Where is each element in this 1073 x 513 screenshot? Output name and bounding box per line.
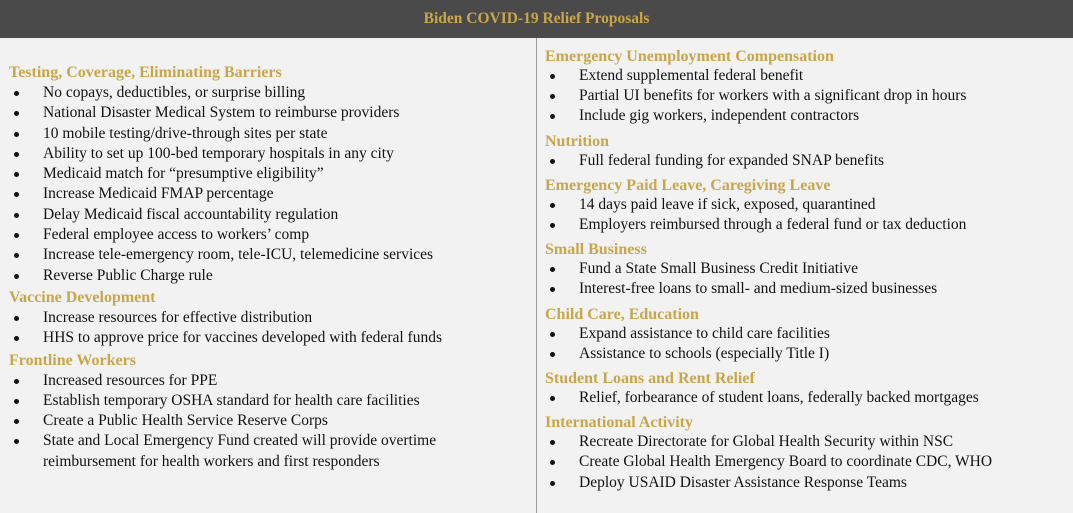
list-item: Partial UI benefits for workers with a significant drop in hours	[545, 86, 1065, 106]
header-bar	[0, 0, 1073, 38]
bullet-icon	[550, 223, 555, 228]
bullet-icon	[14, 111, 19, 116]
bullet-icon	[14, 274, 19, 279]
list-item: State and Local Emergency Fund created will provide overtime	[9, 431, 529, 451]
bullet-icon	[14, 379, 19, 384]
section-title-unemployment: Emergency Unemployment Compensation	[545, 48, 834, 65]
bullet-icon	[14, 419, 19, 424]
unemployment-list	[545, 66, 1065, 127]
bullet-icon	[14, 399, 19, 404]
bullet-icon	[550, 440, 555, 445]
page-title: Biden COVID-19 Relief Proposals	[423, 10, 650, 27]
list-item: Employers reimbursed through a federal fund or tax deduction	[545, 215, 1065, 235]
bullet-icon	[550, 74, 555, 79]
bullet-icon	[14, 233, 19, 238]
list-item: Create a Public Health Service Reserve Corps	[9, 411, 529, 431]
list-item: Ability to set up 100-bed temporary hospitals in any city	[9, 144, 529, 164]
bullet-icon	[550, 94, 555, 99]
bullet-icon	[550, 159, 555, 164]
bullet-icon	[550, 203, 555, 208]
section-title-small-business: Small Business	[545, 241, 647, 259]
list-item: Expand assistance to child care facilities	[545, 324, 1065, 344]
list-item: Assistance to schools (especially Title I)	[545, 344, 1065, 364]
bullet-icon	[550, 352, 555, 357]
column-divider	[536, 38, 537, 513]
list-item: Increase Medicaid FMAP percentage	[9, 184, 529, 204]
bullet-icon	[550, 114, 555, 119]
bullet-icon	[550, 267, 555, 272]
list-item: 14 days paid leave if sick, exposed, quarantined	[545, 195, 1065, 215]
child-care-list	[545, 324, 1065, 364]
small-business-list	[545, 259, 1065, 299]
bullet-icon	[14, 336, 19, 341]
list-item: Recreate Directorate for Global Health Security within NSC	[545, 432, 1065, 452]
right-column	[545, 47, 1065, 493]
list-item: Increased resources for PPE	[9, 371, 529, 391]
list-item: Extend supplemental federal benefit	[545, 66, 1065, 86]
list-item: Delay Medicaid fiscal accountability regulation	[9, 205, 529, 225]
bullet-icon	[14, 316, 19, 321]
list-item: Fund a State Small Business Credit Initiative	[545, 259, 1065, 279]
bullet-icon	[14, 192, 19, 197]
bullet-icon	[550, 396, 555, 401]
bullet-icon	[14, 213, 19, 218]
bullet-icon	[550, 332, 555, 337]
section-title-testing: Testing, Coverage, Eliminating Barriers	[9, 64, 282, 81]
bullet-icon	[14, 132, 19, 137]
list-item: Establish temporary OSHA standard for health care facilities	[9, 391, 529, 411]
section-title-vaccine: Vaccine Development	[9, 288, 156, 306]
section-title-nutrition: Nutrition	[545, 132, 609, 150]
list-item: Full federal funding for expanded SNAP benefits	[545, 151, 1065, 171]
list-item: Interest-free loans to small- and medium-sized businesses	[545, 279, 1065, 299]
section-title-child-care: Child Care, Education	[545, 305, 699, 323]
vaccine-list	[9, 308, 529, 349]
list-item: Create Global Health Emergency Board to coordinate CDC, WHO	[545, 452, 1065, 472]
left-column	[9, 63, 529, 472]
bullet-icon	[14, 439, 19, 444]
student-loans-list	[545, 388, 1065, 408]
frontline-list	[9, 371, 529, 472]
list-item: No copays, deductibles, or surprise billing	[9, 83, 529, 103]
bullet-icon	[550, 460, 555, 465]
nutrition-list	[545, 151, 1065, 171]
list-item: Federal employee access to workers’ comp	[9, 225, 529, 245]
list-item-continuation: reimbursement for health workers and first responders	[43, 452, 380, 470]
section-title-frontline: Frontline Workers	[9, 351, 136, 369]
section-title-student-loans: Student Loans and Rent Relief	[545, 370, 755, 388]
international-list	[545, 432, 1065, 493]
list-item: Deploy USAID Disaster Assistance Response Teams	[545, 473, 1065, 493]
bullet-icon	[14, 253, 19, 258]
paid-leave-list	[545, 195, 1065, 235]
section-title-paid-leave: Emergency Paid Leave, Caregiving Leave	[545, 176, 831, 194]
list-item: 10 mobile testing/drive-through sites per state	[9, 124, 529, 144]
section-title-international: International Activity	[545, 414, 693, 432]
list-item: Increase tele-emergency room, tele-ICU, telemedicine services	[9, 245, 529, 265]
list-item: Reverse Public Charge rule	[9, 266, 529, 286]
list-item: Medicaid match for “presumptive eligibility”	[9, 164, 529, 184]
bullet-icon	[14, 172, 19, 177]
list-item: Increase resources for effective distribution	[9, 308, 529, 328]
list-item: Relief, forbearance of student loans, federally backed mortgages	[545, 388, 1065, 408]
bullet-icon	[14, 152, 19, 157]
list-item: National Disaster Medical System to reimburse providers	[9, 103, 529, 123]
list-item: HHS to approve price for vaccines developed with federal funds	[9, 328, 529, 348]
bullet-icon	[550, 287, 555, 292]
bullet-icon	[14, 91, 19, 96]
list-item: Include gig workers, independent contractors	[545, 106, 1065, 126]
bullet-icon	[550, 481, 555, 486]
testing-list	[9, 83, 529, 286]
